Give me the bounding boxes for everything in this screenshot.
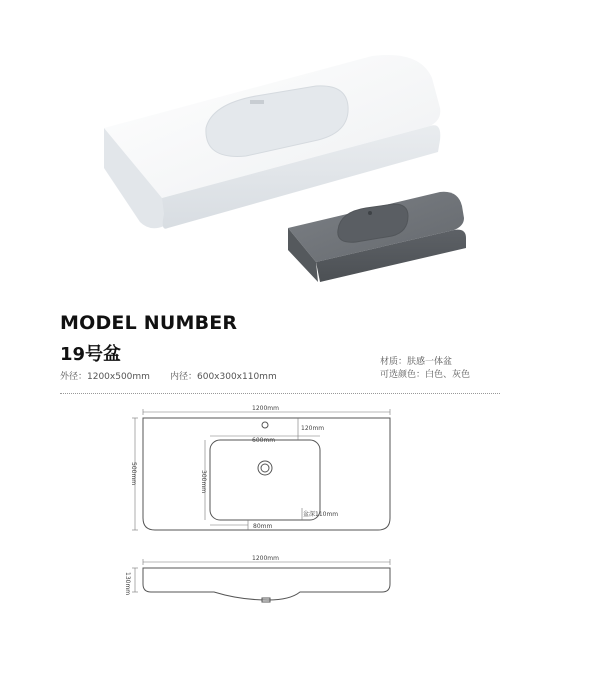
material-spec: 材质：肤感一体盆 — [380, 357, 453, 367]
model-name: 19号盆 — [60, 344, 122, 365]
dim-depth-height: 500mm — [130, 462, 137, 486]
gray-sink-image — [288, 192, 466, 282]
model-number-heading: MODEL NUMBER — [60, 312, 238, 334]
plan-outline — [143, 418, 390, 530]
dim-basin-width: 600mm — [252, 437, 276, 444]
side-view-outline — [143, 568, 390, 600]
dim-side-width: 1200mm — [252, 555, 279, 562]
dim-bottom-offset: 80mm — [253, 523, 273, 530]
dim-side-thickness: 130mm — [124, 572, 131, 596]
dim-basin-height: 300mm — [200, 470, 207, 494]
white-sink-image — [104, 55, 440, 229]
faucet-hole-icon — [262, 422, 268, 428]
dim-offset-right: 120mm — [301, 425, 325, 432]
inner-dimension: 内径：600x300x110mm — [170, 372, 277, 382]
dim-basin-depth: 盆深110mm — [303, 511, 339, 518]
product-photo — [0, 0, 600, 300]
technical-drawing — [0, 395, 600, 682]
outer-dimension: 外径：1200x500mm — [60, 372, 150, 382]
drain-icon — [258, 461, 272, 475]
dim-top-width: 1200mm — [252, 405, 279, 412]
divider — [60, 393, 500, 394]
basin-outline — [210, 440, 320, 520]
color-options: 可选颜色：白色、灰色 — [380, 370, 471, 380]
